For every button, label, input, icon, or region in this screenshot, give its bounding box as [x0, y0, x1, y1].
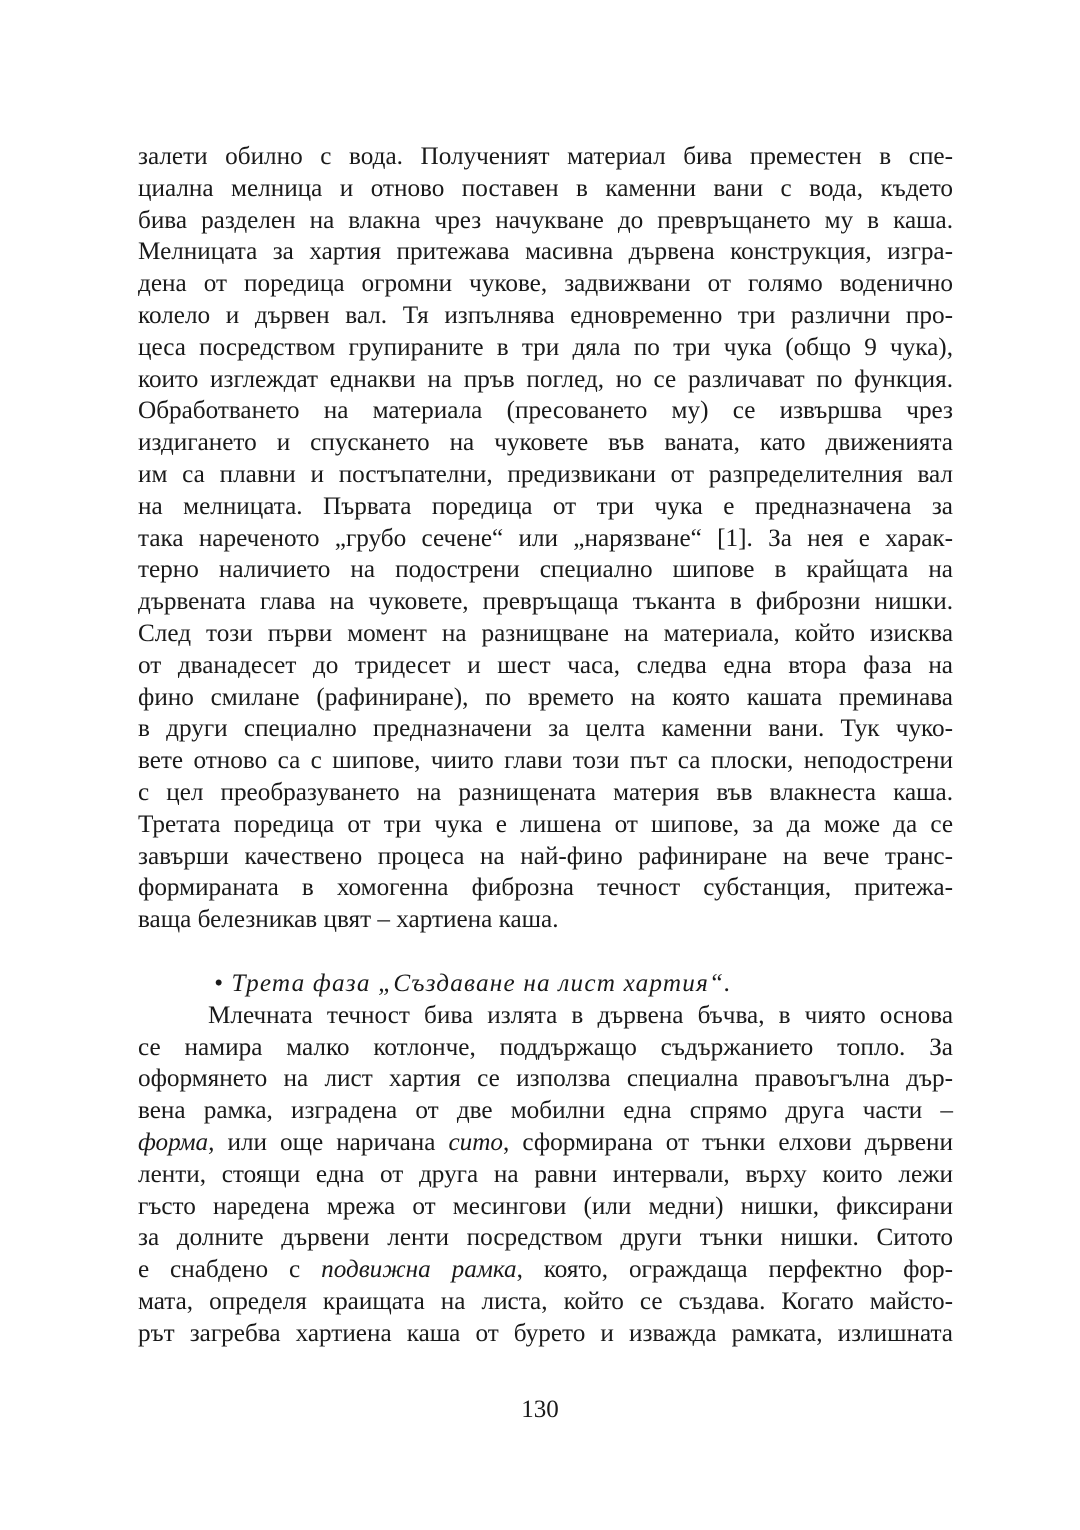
text-line: издигането и спускането на чуковете във ваната, като движенията [138, 429, 953, 457]
text-line: циална мелница и отново поставен в каменни вани с вода, където [138, 174, 953, 202]
text-line: колело и дървен вал. Тя изпълнява едновременно три различни про- [138, 301, 953, 329]
text-line: така нареченото „грубо сечене“ или „нарязване“ [1]. За нея е харак- [138, 524, 953, 552]
text-line: вете отново са с шипове, чиито глави този път са плоски, неподострени [138, 747, 953, 775]
page-body [138, 141, 953, 1349]
text-line: мата, определя краищата на листа, който се създава. Когато майсто- [138, 1287, 953, 1315]
text-line: Мелницата за хартия притежава масивна дървена конструкция, изгра- [138, 238, 953, 266]
text-line: бива разделен на влакна чрез начукване до превръщането му в каша. [138, 206, 953, 234]
text-fragment: , която, ограждаща перфектно фор- [516, 1256, 954, 1284]
text-line: оформянето на лист хартия се използва специална правоъгълна дър- [138, 1065, 953, 1093]
text-line: Обработването на материала (пресоването му) се извършва чрез [138, 397, 953, 425]
text-line: фино смилане (рафиниране), по времето на която кашата преминава [138, 683, 953, 711]
text-line: Третата поредица от три чука е лишена от шипове, за да може да се [138, 810, 953, 838]
text-line: вена рамка, изградена от две мобилни една спрямо друга части – [138, 1097, 953, 1125]
text-fragment: е снабдено с [138, 1256, 322, 1284]
page-number: 130 [521, 1396, 559, 1423]
text-line: След този първи момент на разнищване на материала, който изисква [138, 619, 953, 647]
text-line: гъсто наредена мрежа от месингови (или медни) нишки, фиксирани [138, 1192, 953, 1220]
paragraph-gap [138, 936, 953, 968]
text-line: които изглеждат еднакви на пръв поглед, но се различават по функция. [138, 365, 953, 393]
text-line-mixed [138, 1254, 953, 1286]
text-line: цеса посредством групираните в три дяла по три чука (общо 9 чука), [138, 333, 953, 361]
text-line: завърши качествено процеса на най-фино рафиниране на вече транс- [138, 842, 953, 870]
text-line: се намира малко котлонче, поддържащо съдържанието топло. За [138, 1033, 953, 1061]
italic-term: сито [448, 1128, 504, 1156]
text-line-mixed [138, 1127, 953, 1159]
italic-term: форма, [138, 1128, 215, 1156]
text-line: дървената глава на чуковете, превръщаща тъканта в фиброзни нишки. [138, 588, 953, 616]
text-line: с цел преобразуването на разнищената материя във влакнеста каша. [138, 778, 953, 806]
text-line: им са плавни и постъпателни, предизвикани от разпределителния вал [138, 460, 953, 488]
text-line: за долните дървени ленти посредством други тънки нишки. Ситото [138, 1224, 953, 1252]
text-line: дена от поредица огромни чукове, задвижвани от голямо воденично [138, 270, 953, 298]
section-heading: • Трета фаза „Създаване на лист хартия“. [214, 969, 732, 997]
text-line: ленти, стоящи една от друга на равни интервали, върху които лежи [138, 1160, 953, 1188]
paragraph-2 [138, 1000, 953, 1350]
text-line: от дванадесет до тридесет и шест часа, следва една втора фаза на [138, 651, 953, 679]
text-fragment: или още наричана [214, 1128, 449, 1156]
text-line: терно наличието на подострени специално шипове в крайщата на [138, 556, 953, 584]
text-line: в други специално предназначени за целта каменни вани. Тук чуко- [138, 715, 953, 743]
text-line: Млечната течност бива излята в дървена бъчва, в чиято основа [208, 1001, 953, 1029]
text-line: залети обилно с вода. Полученият материал бива преместен в спе- [138, 143, 953, 170]
text-line: ваща белезникав цвят – хартиена каша. [138, 906, 559, 934]
text-line: рът загребва хартиена каша от бурето и изважда рамката, излишната [138, 1319, 953, 1347]
paragraph-1 [138, 141, 953, 936]
italic-term: подвижна рамка [321, 1256, 517, 1284]
text-fragment: , сформирана от тънки елхови дървени [503, 1128, 954, 1156]
text-line: формираната в хомогенна фиброзна течност субстанция, притежа- [138, 874, 953, 902]
text-line: на мелницата. Първата поредица от три чука е предназначена за [138, 492, 953, 520]
